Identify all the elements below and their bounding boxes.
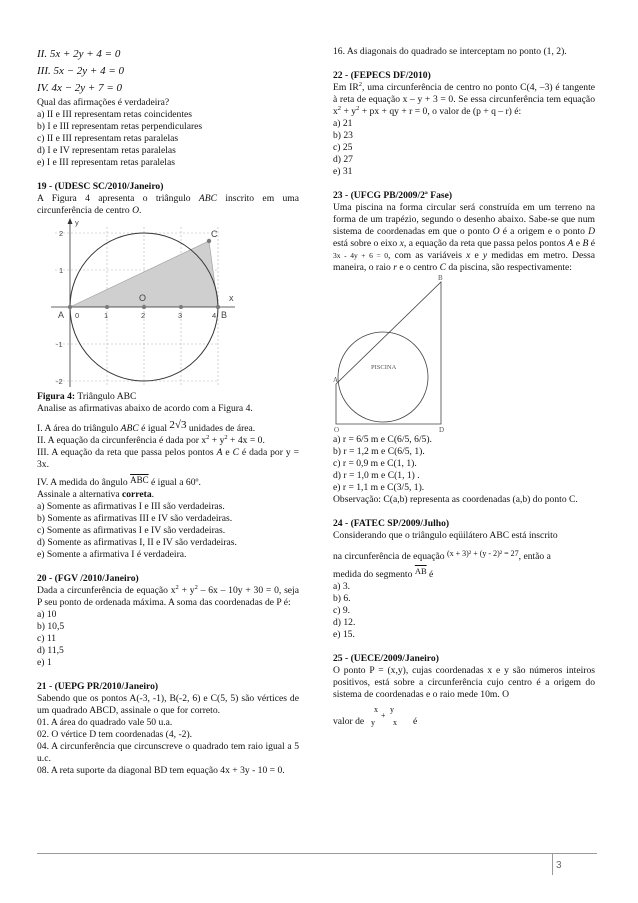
q21-title: 21 - (UEPG PR/2010/Janeiro) [37,681,159,692]
q19-option: c) Somente as afirmativas I e IV são verdadeiras. [37,525,226,536]
q21-item: 04. A circunferência que circunscreve o quadrado tem raio igual a 5 u.c. [37,741,299,764]
frac1-den: y [371,718,375,727]
fig-label-B: B [221,310,228,320]
q20-option: e) 1 [37,657,52,668]
q18-option: b) I e III representam retas perpendiculares [37,121,203,132]
q20-option: c) 11 [37,633,57,644]
q22-option: c) 25 [333,142,353,153]
fig-label-C: C [211,229,218,239]
q24-text-b: na circunferência de equação $^{(x + 3)^2 + (y - 2)^2 = 27}$, então a [333,549,551,562]
page-number: 3 [556,860,562,871]
frac2-den: x [393,718,397,727]
q24-title: 24 - (FATEC SP/2009/Julho) [333,518,450,529]
q24-option: a) 3. [333,581,351,592]
q19-title: 19 - (UDESC SC/2010/Janeiro) [37,181,164,192]
q21-text: Sabendo que os pontos A(-3, -1), B(-2, 6) e C(5, 5) são vértices de um quadrado ABCD, assinale o que for correto. [37,693,299,716]
tick-y-m2: -2 [56,377,63,386]
q23-option: b) r = 1,2 m e C(6/5, 1). [333,446,425,457]
q19-option: a) Somente as afirmativas I e III são verdadeiras. [37,501,225,512]
tick-x-0: 0 [75,311,80,320]
q18-option: d) I e IV representam retas paralelas [37,145,176,156]
q19-lead: Analise as afirmativas abaixo de acordo com a Figura 4. [37,403,253,414]
fig-label-y: y [75,218,79,227]
pool-label-O: O [334,426,340,434]
q19-option: e) Somente a afirmativa I é verdadeira. [37,549,187,560]
q22-option: d) 27 [333,154,353,165]
trapezoid [336,282,441,424]
q23-text: Uma piscina na forma circular será construída em um terreno na forma de um trapézio, segundo o desenho abaixo. Sabe-se que num sistema de coordenadas em que o ponto O é a origem e o ponto D está sobre o eixo x, a equação da reta que passa pelos pontos A e B é 3x - 4y + 6 = 0, com as variáveis x e y medidas em metro. Dessa maneira, o raio r e o centro C da piscina, são respectivamente: [333,202,595,273]
q19-option: b) Somente as afirmativas III e IV são verdadeiras. [37,513,233,524]
q18-option: e) I e III representam retas paralelas [37,157,175,168]
q19-statement-IV: IV. A medida do ângulo $\overline{ABC}$ é igual a 60º. [37,475,201,488]
q24-option: e) 15. [333,629,355,640]
fig-label-O: O [139,293,147,303]
frac2-num: y [390,705,394,714]
q22-title: 22 - (FEPECS DF/2010) [333,70,431,81]
q25-text: O ponto P = (x,y), cujas coordenadas x e y são números inteiros positivos, está sobre a circunferência cujo centro é a origem do sistema de coordenadas e o raio mede 10m. O [333,665,595,700]
pool-label-A: A [333,376,339,384]
q23-observation: Observação: C(a,b) representa as coordenadas (a,b) do ponto C. [333,494,578,505]
equation-III: III. 5x − 2y + 4 = 0 [37,65,125,77]
q18-option: c) II e III representam retas paralelas [37,133,179,144]
q20-option: a) 10 [37,609,57,620]
tick-y-2: 2 [59,229,64,238]
q20-title: 20 - (FGV /2010/Janeiro) [37,573,139,584]
q18-prompt: Qual das afirmações é verdadeira? [37,97,170,108]
q19-text: A Figura 4 apresenta o triângulo ABC inscrito em uma circunferência de centro O. [37,193,299,216]
q23-title: 23 - (UFCG PB/2009/2ª Fase) [333,190,453,201]
q20-option: d) 11,5 [37,645,64,656]
pool-label-piscina: PISCINA [371,364,397,371]
q21-item: 02. O vértice D tem coordenadas (4, -2). [37,729,193,740]
triangle-figure [37,217,299,391]
tick-x-4: 4 [212,311,217,320]
q24-text-a: Considerando que o triângulo eqüilátero ABC está inscrito [333,530,558,541]
q20-option: b) 10,5 [37,621,65,632]
footer-rule [37,853,597,854]
q19-statement-I: I. A área do triângulo ABC é igual 2√3 unidades de área. [37,419,256,434]
q20-text: Dada a circunferência de equação $x^2 + y^2 - 6x - 10y + 30 = 0$, seja P seu ponto de ordenada máxima. A soma das coordenadas de P é: [37,584,299,608]
q24-option: d) 12. [333,617,356,628]
q21-item: 08. A reta suporte da diagonal BD tem equação 4x + 3y - 10 = 0. [37,765,285,776]
tick-x-3: 3 [178,311,183,320]
plus-sign: + [381,711,386,720]
q22-option: e) 31 [333,166,353,177]
q24-option: c) 9. [333,605,351,616]
q25-title: 25 - (UECE/2009/Janeiro) [333,653,439,664]
q18-option: a) II e III representam retas coincidentes [37,109,193,120]
tick-x-2: 2 [141,311,146,320]
q23-option: e) r = 1,1 m e C(3/5, 1). [333,482,425,493]
tick-y-m1: -1 [56,340,63,349]
pool-label-B: B [438,274,443,282]
frac1-num: x [374,705,378,714]
q22-option: a) 21 [333,118,353,129]
tick-x-1: 1 [104,311,109,320]
equation-IV: IV. 4x − 2y + 7 = 0 [37,82,122,94]
pool-circle [338,332,428,422]
figure-caption: Figura 4: Triângulo ABC [37,391,137,402]
q19-assinale: Assinale a alternativa correta. [37,489,155,500]
q22-option: b) 23 [333,130,353,141]
pool-label-D: D [439,426,445,434]
q22-text: Em $IR^2$, uma circunferência de centro no ponto C(4, –3) é tangente à reta de equação x – y + 3 = 0. Se essa circunferência tem equação $x^2 + y^2$ + px + qy + r = 0, o valor de (p + q – r) é: [333,81,595,117]
q24-text-d: medida do segmento $\overline{AB}$ é [333,566,434,580]
q19-statement-III: III. A equação da reta que passa pelos pontos A e C é dada por y = 3x. [37,447,299,470]
equation-II: II. 5x + 2y + 4 = 0 [37,48,121,60]
tick-y-1: 1 [59,266,64,275]
fig-label-x: x [229,293,234,303]
right-column [333,46,595,729]
q24-option: b) 6. [333,593,351,604]
q19-statement-II: II. A equação da circunferência é dada por $x^2 + y^2 + 4x = 0$. [37,434,265,446]
q21-item-16: 16. As diagonais do quadrado se interceptam no ponto (1, 2). [333,46,567,57]
pool-figure [333,274,595,434]
q23-option: c) r = 0,9 m e C(1, 1). [333,458,417,469]
q23-option: d) r = 1,0 m e C(1, 1) . [333,470,420,481]
fig-label-A: A [58,310,65,320]
q21-item: 01. A área do quadrado vale 50 u.a. [37,717,173,728]
footer-bar [552,853,553,875]
q23-option: a) r = 6/5 m e C(6/5, 6/5). [333,434,432,445]
q19-option: d) Somente as afirmativas I, II e IV são verdadeiras. [37,537,237,548]
q25-valor-line: valor de x y + y x é [333,705,418,727]
left-column [37,46,299,777]
